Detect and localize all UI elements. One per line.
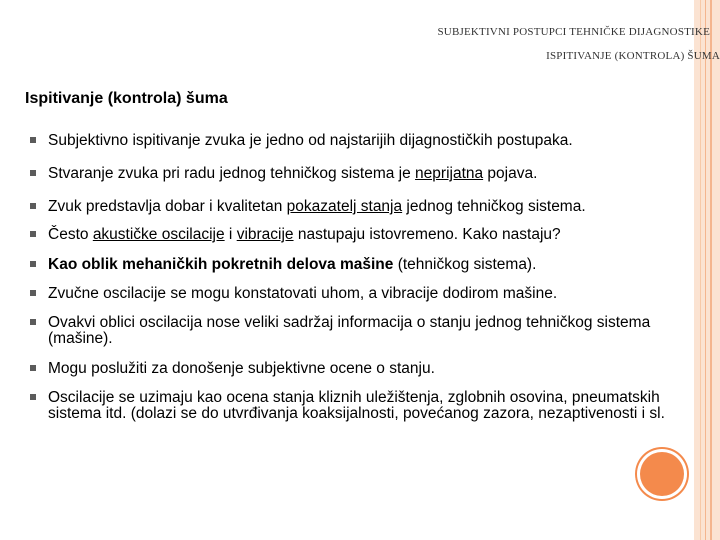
bullet-text: (tehničkog sistema). [393,256,537,273]
decorative-border-line [700,0,701,540]
slide-header [300,20,720,68]
bullet-text: Zvučne oscilacije se mogu konstatovati uhom, a vibracije dodirom mašine. [48,285,558,302]
bullet-text: i [224,226,237,243]
bullet-item [30,199,586,215]
bullet-marker-icon [30,365,36,371]
bullet-marker-icon [30,394,36,400]
bullet-marker-icon [30,261,36,267]
decorative-circle [640,452,684,496]
bullet-text: Zvuk predstavlja dobar i kvalitetan [48,198,287,215]
decorative-border-stripe [694,0,720,540]
bullet-item [30,361,435,377]
bullet-text: akustičke oscilacije [92,226,225,243]
bullet-text: neprijatna [415,165,484,182]
bullet-item [30,133,573,149]
bullet-text: Mogu poslužiti za donošenje subjektivne ocene o stanju. [48,360,435,377]
bullet-text: pojava. [483,165,538,182]
bullet-text: Subjektivno ispitivanje zvuka je jedno od najstarijih dijagnostičkih postupaka. [48,132,573,149]
bullet-item [30,390,690,422]
bullet-marker-icon [30,231,36,237]
bullet-marker-icon [30,203,36,209]
bullet-text: Često [48,226,93,243]
bullet-text: Stvaranje zvuka pri radu jednog tehničkog sistema je [48,165,416,182]
bullet-text: vibracije [236,226,294,243]
header-line-2: ISPITIVANJE (KONTROLA) ŠUMA [546,50,720,62]
bullet-item [30,257,536,273]
header-line-1: SUBJEKTIVNI POSTUPCI TEHNIČKE DIJAGNOSTIKE [437,26,710,38]
bullet-text: Kao oblik mehaničkih pokretnih delova mašine [48,256,394,273]
bullet-marker-icon [30,290,36,296]
bullet-item [30,166,537,182]
bullet-marker-icon [30,170,36,176]
bullet-marker-icon [30,319,36,325]
bullet-text: jednog tehničkog sistema. [402,198,586,215]
decorative-border-line [705,0,706,540]
bullet-text: Ovakvi oblici oscilacija nose veliki sadržaj informacija o stanju jednog tehničkog sistema (mašine). [48,314,651,347]
bullet-marker-icon [30,137,36,143]
bullet-text: nastupaju istovremeno. Kako nastaju? [293,226,561,243]
decorative-border-line [710,0,712,540]
bullet-text: pokazatelj stanja [286,198,403,215]
bullet-item [30,286,557,302]
bullet-text: Oscilacije se uzimaju kao ocena stanja kliznih uležištenja, zglobnih osovina, pneumatskih sistema itd. (dolazi se do utvrđivanja koaksijalnosti, povećanog zazora, nezaptivenosti i sl. [48,389,665,422]
bullet-item [30,315,690,347]
slide-title: Ispitivanje (kontrola) šuma [25,90,228,107]
bullet-item [30,227,561,243]
